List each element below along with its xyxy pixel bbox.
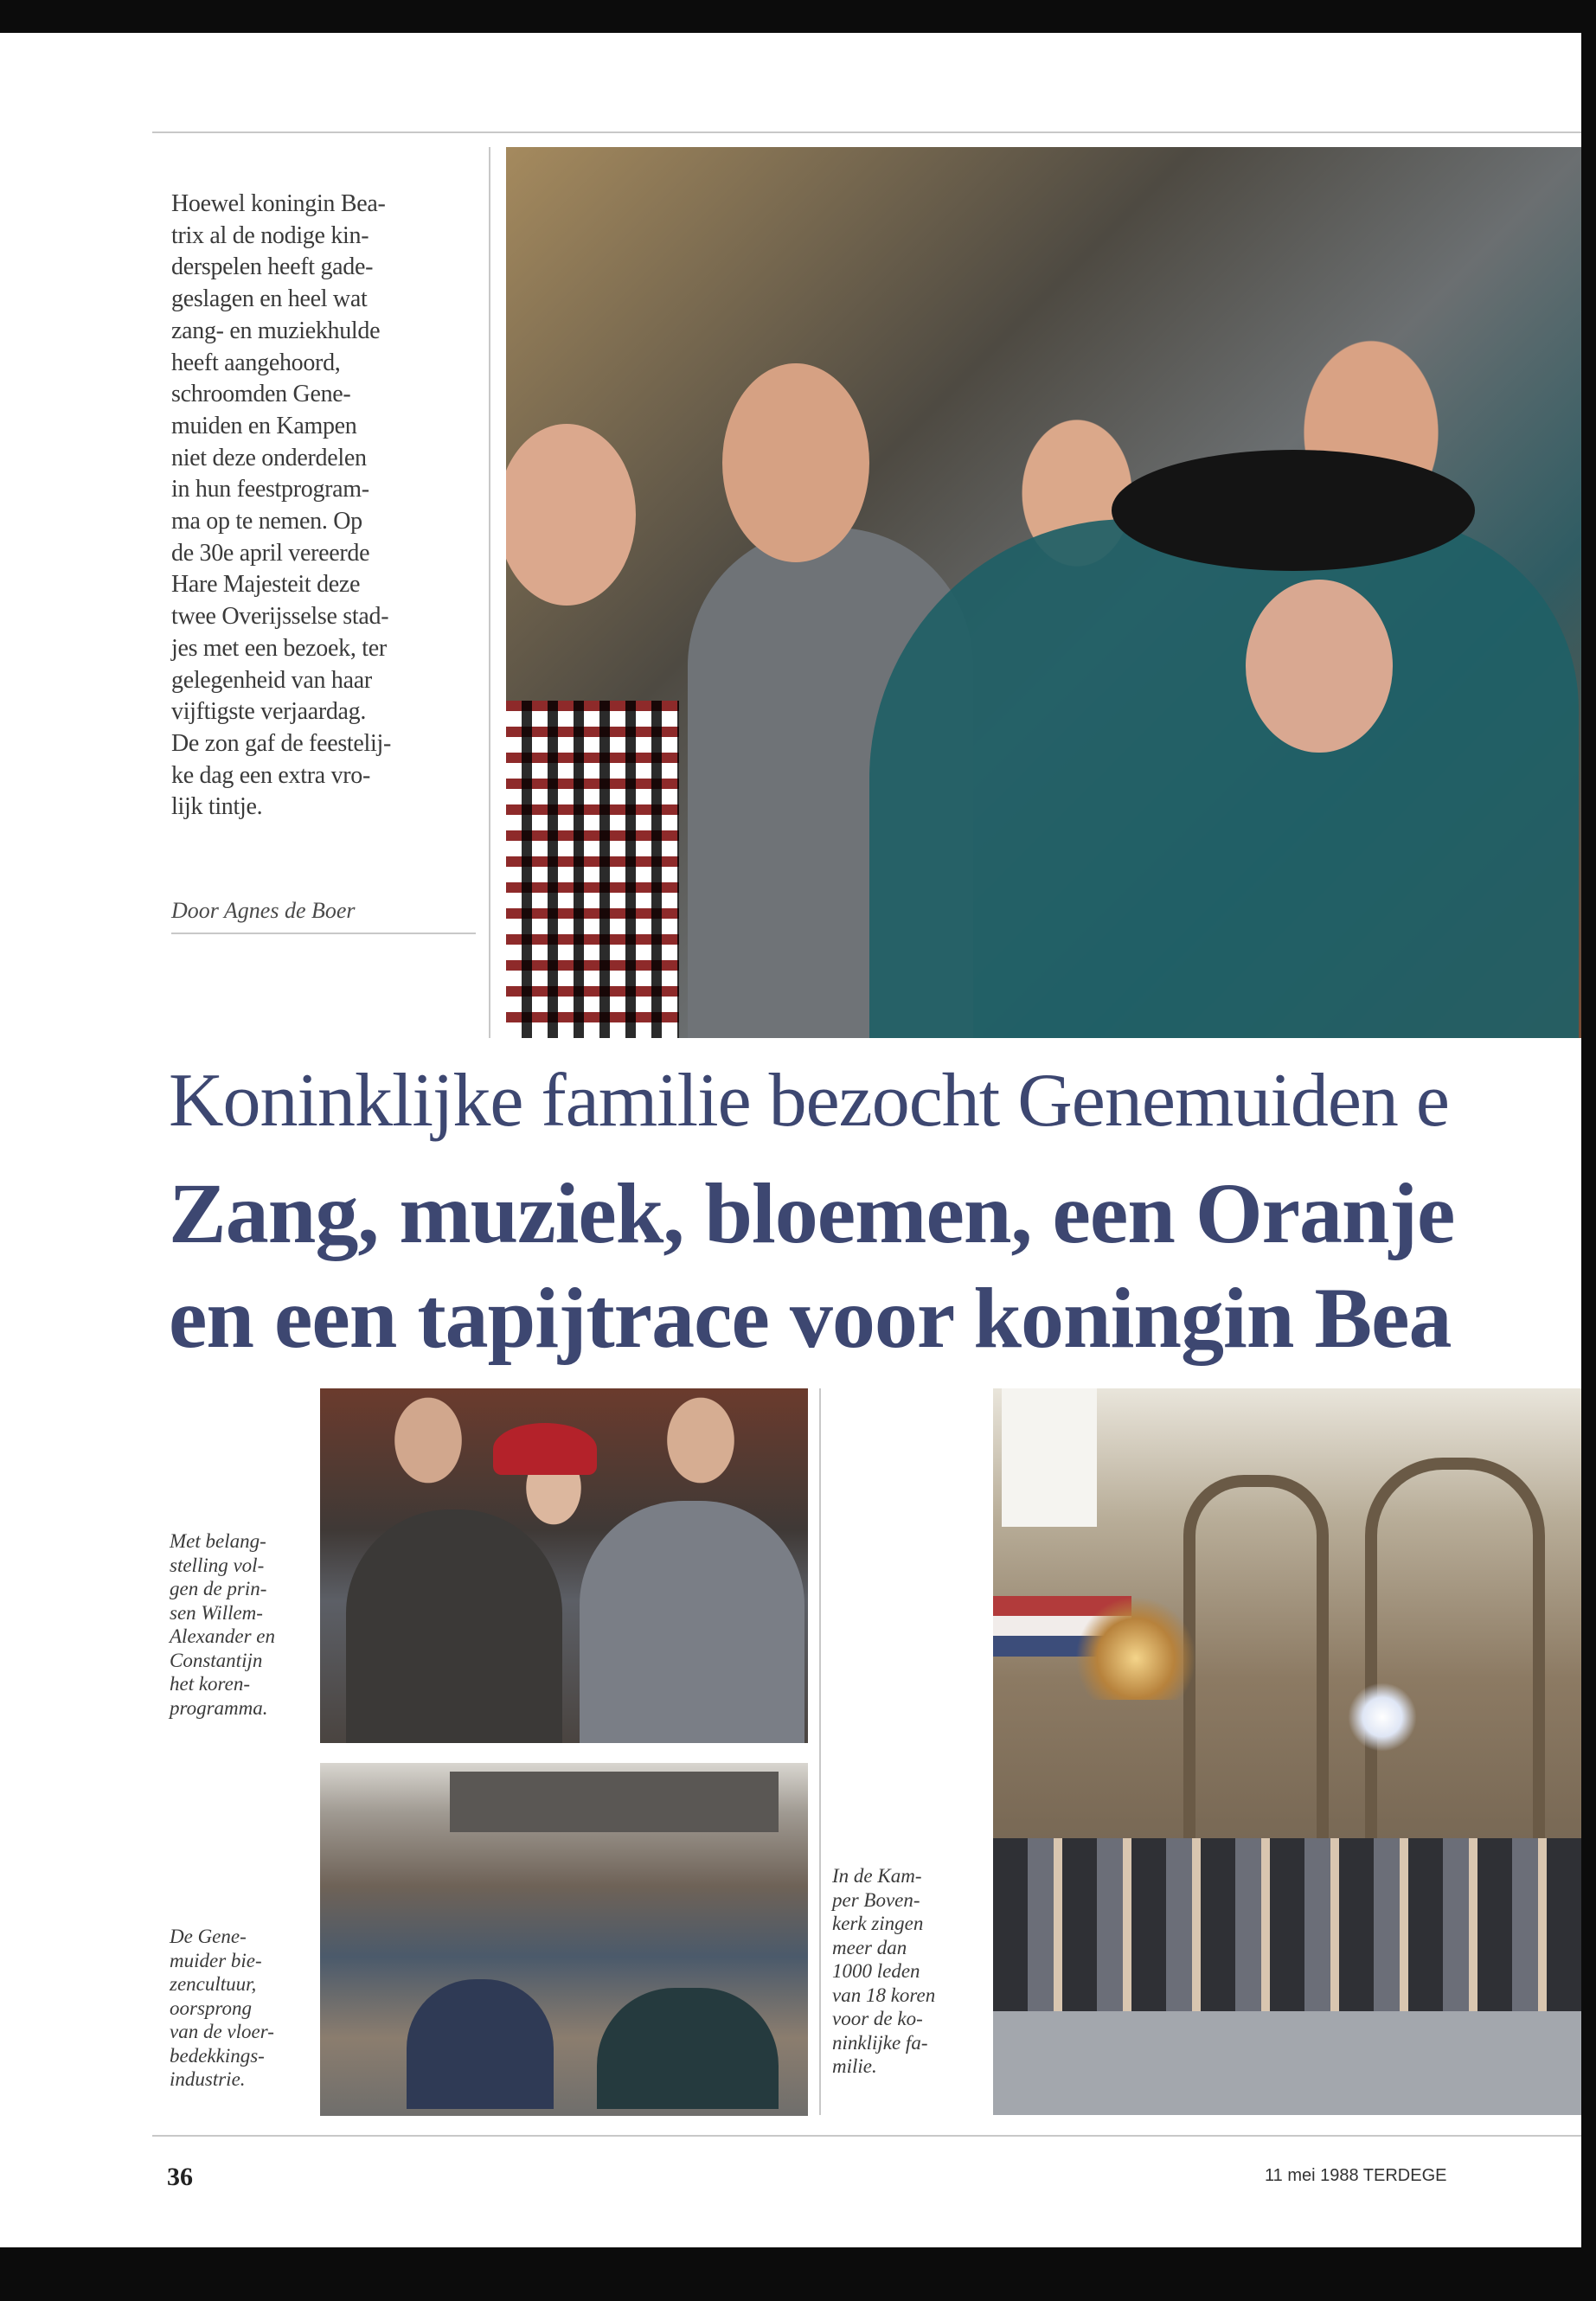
lede-line: in hun feestprogram- xyxy=(171,476,369,503)
photo-rush-weaving xyxy=(320,1763,808,2116)
photo-bovenkerk-interior xyxy=(993,1388,1581,2115)
checkered-shirt-shape xyxy=(506,701,679,1038)
spotlight-shape xyxy=(1348,1682,1417,1752)
intro-lede xyxy=(171,189,478,824)
lede-line: jes met een bezoek, ter xyxy=(171,634,387,662)
lede-line: derspelen heeft gade- xyxy=(171,253,374,281)
lede-line: muiden en Kampen xyxy=(171,412,357,439)
caption-princes: Met belang- stelling vol- gen de prin- sen Willem- Alexander en Constantijn het koren- programma. xyxy=(170,1530,275,1719)
lede-line: trix al de nodige kin- xyxy=(171,221,369,249)
lede-line: de 30e april vereerde xyxy=(171,539,370,567)
page-number: 36 xyxy=(167,2163,193,2191)
caption-bovenkerk: In de Kam- per Boven- kerk zingen meer dan 1000 leden van 18 koren voor de ko- ninklijke fa- milie. xyxy=(832,1865,936,2077)
building-roof-shape xyxy=(450,1772,779,1832)
church-window-shape xyxy=(1002,1388,1097,1527)
prince-grey-suit-shape xyxy=(580,1501,804,1743)
weaver-shape xyxy=(407,1979,554,2109)
photo-divider xyxy=(819,1388,821,2115)
byline: Door Agnes de Boer xyxy=(171,898,356,923)
boy-face-shape xyxy=(506,424,636,606)
seated-audience-shape xyxy=(993,1838,1581,2011)
lede-line: ke dag een extra vro- xyxy=(171,761,371,789)
lede-line: niet deze onderdelen xyxy=(171,444,367,471)
red-hat-shape xyxy=(493,1423,597,1475)
caption-rush-culture: De Gene- muider bie- zencultuur, oorsprong van de vloer- bedekkings- industrie. xyxy=(170,1926,274,2090)
lede-line: Hare Majesteit deze xyxy=(171,571,361,599)
lede-line: vijftigste verjaardag. xyxy=(171,698,367,726)
lede-line: zang- en muziekhulde xyxy=(171,317,381,344)
footer-rule xyxy=(152,2135,1581,2137)
lede-line: geslagen en heel wat xyxy=(171,285,368,313)
lede-line: heeft aangehoord, xyxy=(171,349,341,376)
main-photo-royal-family xyxy=(506,147,1581,1038)
chandelier-shape xyxy=(1075,1596,1196,1700)
queen-coat-shape xyxy=(869,519,1579,1038)
church-floor-shape xyxy=(993,2011,1581,2115)
top-frame-bar xyxy=(0,0,1596,33)
queen-hat-shape xyxy=(1112,450,1475,571)
lede-line: twee Overijsselse stad- xyxy=(171,603,389,631)
prince-face-shape xyxy=(722,363,869,562)
headline-title-line1: Zang, muziek, bloemen, een Oranje xyxy=(169,1165,1455,1261)
queen-face-shape xyxy=(1246,580,1393,753)
byline-rule xyxy=(171,933,476,934)
bottom-frame-bar xyxy=(0,2247,1596,2301)
top-rule xyxy=(152,131,1581,133)
lede-line: schroomden Gene- xyxy=(171,381,351,408)
right-frame-bar xyxy=(1581,33,1596,2247)
lede-line: Hoewel koningin Bea- xyxy=(171,190,386,217)
lede-line: gelegenheid van haar xyxy=(171,666,372,694)
lede-line: lijk tintje. xyxy=(171,793,263,821)
lede-line: ma op te nemen. Op xyxy=(171,508,362,535)
lede-line: De zon gaf de feestelij- xyxy=(171,729,392,757)
column-divider xyxy=(489,147,490,1038)
prince-dark-suit-shape xyxy=(346,1509,562,1743)
headline-kicker: Koninklijke familie bezocht Genemuiden e xyxy=(169,1059,1449,1143)
issue-date: 11 mei 1988 TERDEGE xyxy=(1265,2166,1447,2185)
headline-title-line2: en een tapijtrace voor koningin Bea xyxy=(169,1270,1452,1366)
photo-princes-program xyxy=(320,1388,808,1743)
weaver-shape-2 xyxy=(597,1988,779,2109)
